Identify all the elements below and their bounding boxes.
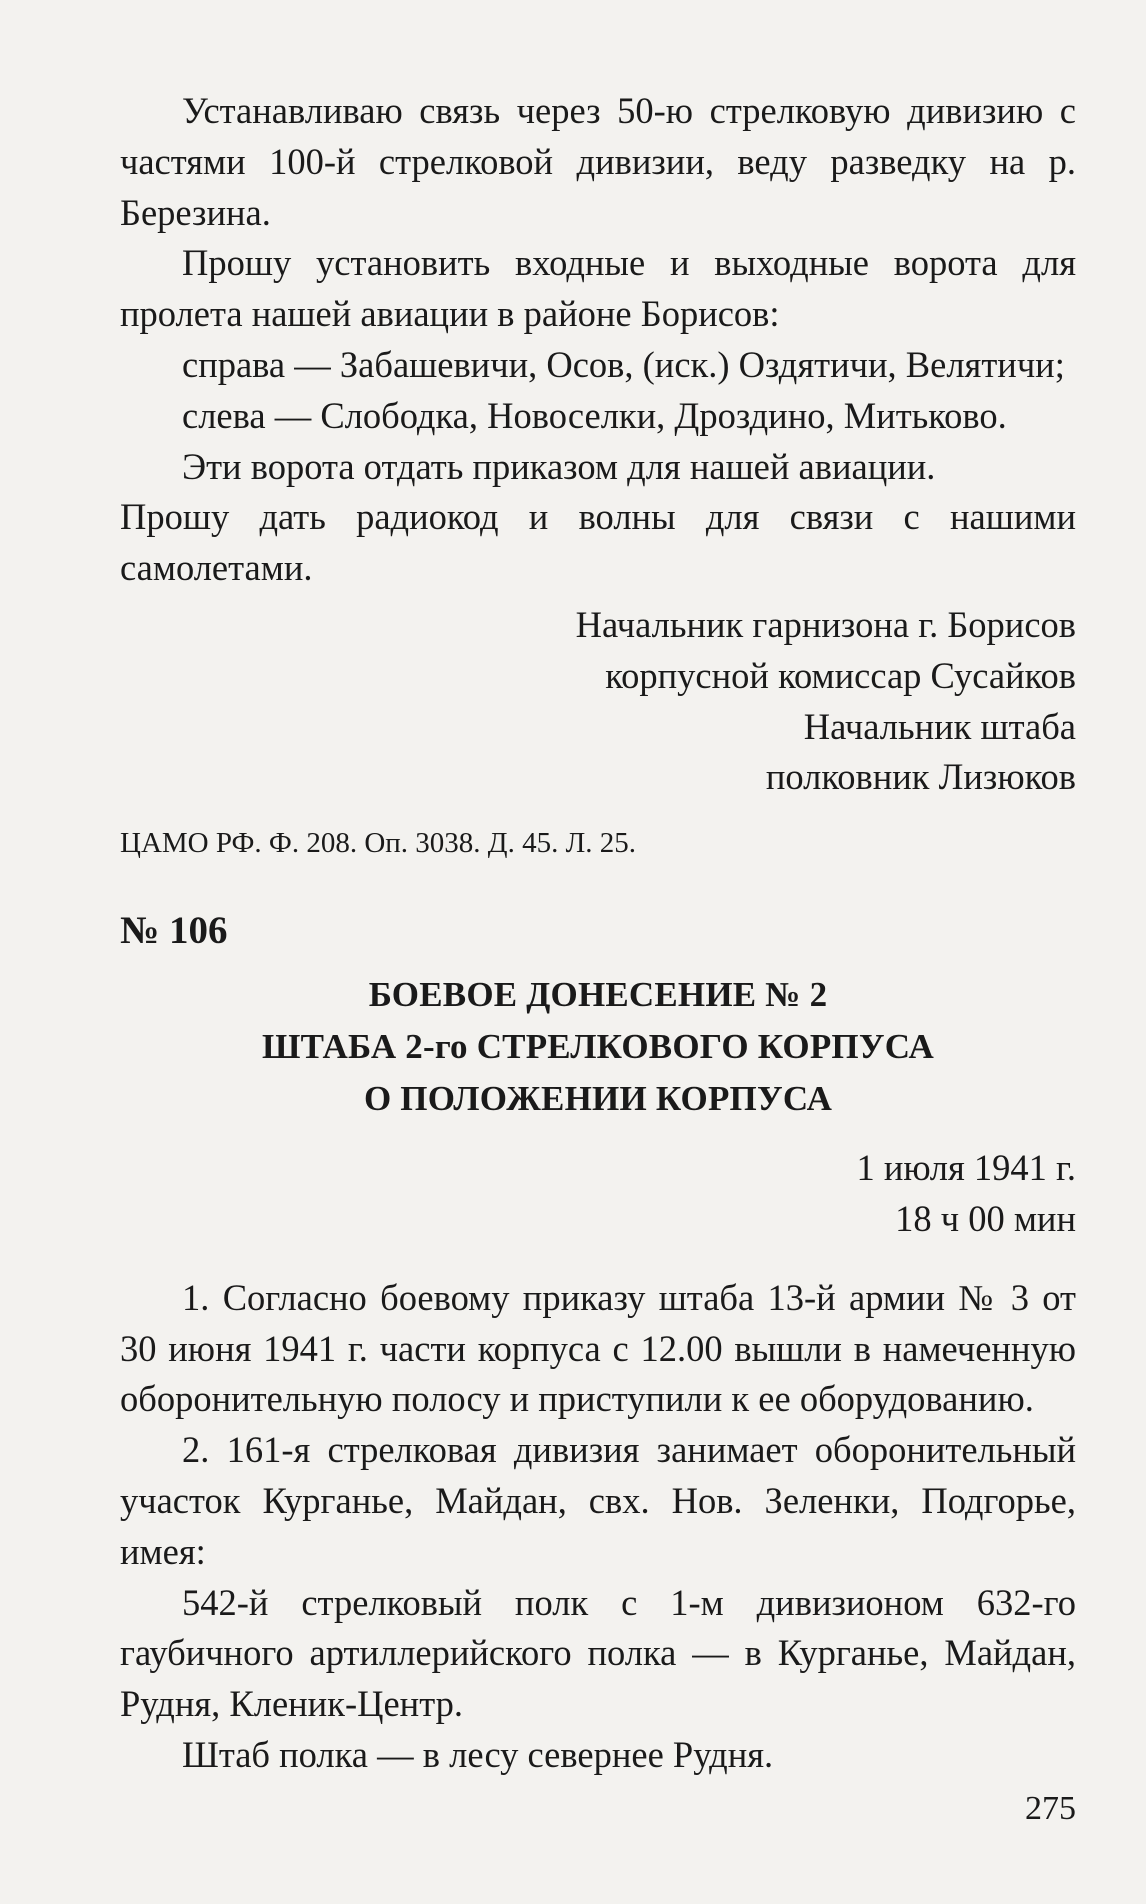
signature-chief-of-staff: Начальник штаба [803, 705, 1076, 747]
paragraph-regiment-542: 542-й стрелковый полк с 1-м дивизионом 632-го гаубичного артиллерийского полка — в Курганье, Майдан, Рудня, Кленик-Центр. [120, 1581, 1076, 1725]
document-title [120, 969, 1076, 1125]
book-page [120, 86, 1076, 1866]
paragraph-radio-code: Прошу дать радиокод и волны для связи с нашими самолетами. [120, 496, 1076, 589]
paragraph-gates-request: Прошу установить входные и выходные ворота для пролета нашей авиации в районе Борисов: [120, 242, 1076, 335]
paragraph-gates-order: Эти ворота отдать приказом для нашей авиации. [182, 445, 936, 487]
document-title-line: БОЕВОЕ ДОНЕСЕНИЕ № 2 [368, 975, 828, 1015]
paragraph-regiment-hq: Штаб полка — в лесу севернее Рудня. [182, 1733, 774, 1775]
signature-colonel: полковник Лизюков [765, 756, 1076, 798]
signature-block [120, 600, 1076, 803]
document-title-line: ШТАБА 2-го СТРЕЛКОВОГО КОРПУСА [262, 1027, 934, 1067]
paragraph-gates-right: справа — Забашевичи, Осов, (иск.) Оздятичи, Велятичи; [182, 343, 1065, 385]
document-time: 18 ч 00 мин [895, 1197, 1076, 1239]
paragraph-gates-left: слева — Слободка, Новоселки, Дроздино, Митьково. [182, 394, 1007, 436]
paragraph-item-2: 2. 161-я стрелковая дивизия занимает оборонительный участок Курганье, Майдан, свх. Нов. Зеленки, Подгорье, имея: [120, 1429, 1076, 1572]
document-date: 1 июля 1941 г. [856, 1147, 1076, 1189]
document-body [120, 1273, 1076, 1781]
paragraph-communication: Устанавливаю связь через 50-ю стрелковую дивизию с частями 100-й стрелковой дивизии, веду разведку на р. Березина. [120, 90, 1076, 233]
paragraph-item-1: 1. Согласно боевому приказу штаба 13-й армии № 3 от 30 июня 1941 г. части корпуса с 12.00 вышли в намеченную оборонительную полосу и приступили к ее оборудованию. [120, 1276, 1076, 1420]
signature-garrison-chief: Начальник гарнизона г. Борисов [575, 603, 1076, 645]
archive-reference: ЦАМО РФ. Ф. 208. Оп. 3038. Д. 45. Л. 25. [120, 827, 636, 860]
page-number: 275 [1025, 1790, 1076, 1827]
signature-commissar: корпусной комиссар Сусайков [605, 654, 1076, 696]
document-number: № 106 [120, 909, 228, 953]
document-title-line: О ПОЛОЖЕНИИ КОРПУСА [363, 1079, 833, 1119]
